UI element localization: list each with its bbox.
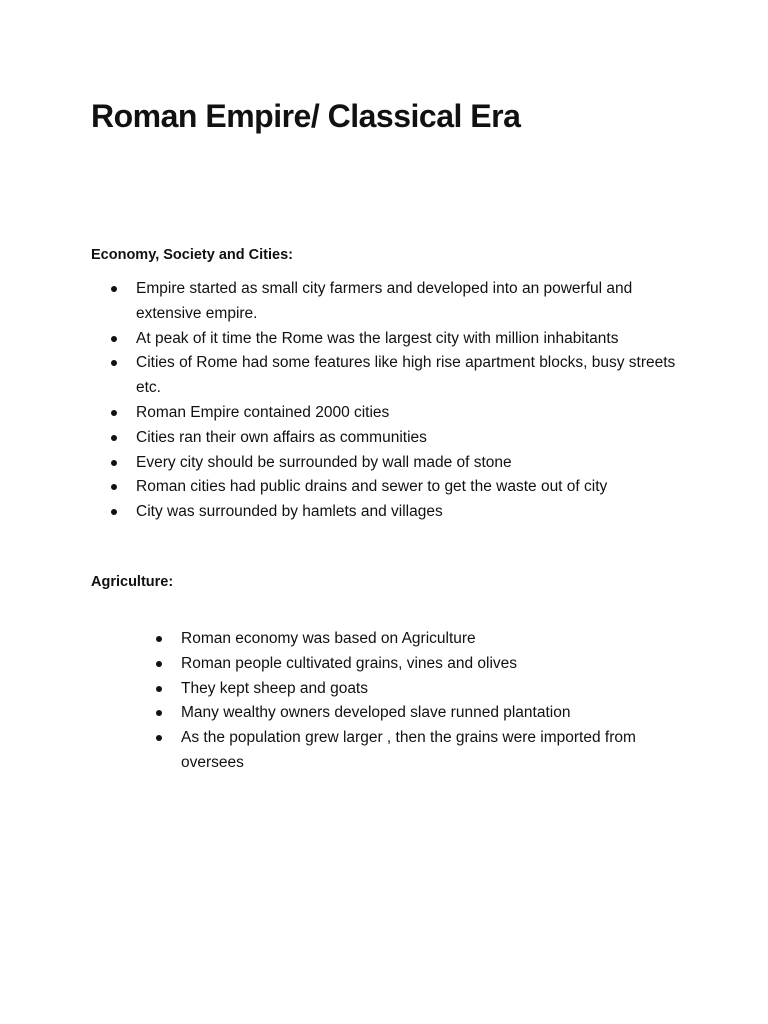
list-item xyxy=(110,475,690,500)
section-heading-economy: Economy, Society and Cities: xyxy=(91,247,293,263)
bullet-list-agriculture xyxy=(155,627,690,776)
list-item xyxy=(155,652,690,677)
list-item xyxy=(110,277,690,327)
list-item xyxy=(110,401,690,426)
list-item-text: Cities ran their own affairs as communities xyxy=(136,428,427,446)
bullet-icon xyxy=(156,735,162,741)
list-item-text: City was surrounded by hamlets and villages xyxy=(136,503,443,521)
bullet-icon xyxy=(156,636,162,642)
list-item-text: Roman economy was based on Agriculture xyxy=(181,630,476,647)
list-item xyxy=(110,451,690,476)
bullet-icon xyxy=(111,360,117,366)
list-item-text: Roman Empire contained 2000 cities xyxy=(136,403,390,421)
bullet-icon xyxy=(156,710,162,716)
list-item-text: Empire started as small city farmers and developed into an powerful and extensive empire. xyxy=(136,280,633,322)
list-item xyxy=(110,327,690,352)
list-item-text: As the population grew larger , then the grains were imported from oversees xyxy=(181,729,636,771)
bullet-icon xyxy=(111,410,117,416)
list-item-text: At peak of it time the Rome was the largest city with million inhabitants xyxy=(136,329,619,347)
section-heading-agriculture: Agriculture: xyxy=(91,574,174,590)
list-item-text: Every city should be surrounded by wall made of stone xyxy=(136,453,512,471)
list-item-text: Cities of Rome had some features like high rise apartment blocks, busy streets etc. xyxy=(136,354,676,397)
bullet-icon xyxy=(111,435,117,441)
bullet-icon xyxy=(111,509,117,515)
bullet-icon xyxy=(156,686,162,692)
list-item-text: They kept sheep and goats xyxy=(181,679,368,697)
list-item xyxy=(155,726,690,776)
list-item xyxy=(110,426,690,451)
list-item-text: Roman cities had public drains and sewer to get the waste out of city xyxy=(136,478,608,496)
bullet-icon xyxy=(111,286,117,292)
list-item xyxy=(155,677,690,702)
bullet-icon xyxy=(111,484,117,490)
list-item xyxy=(155,701,690,726)
list-item xyxy=(155,627,690,652)
bullet-icon xyxy=(111,460,117,466)
bullet-list-economy xyxy=(110,277,690,525)
list-item-text: Many wealthy owners developed slave runned plantation xyxy=(181,704,571,722)
bullet-icon xyxy=(156,661,162,667)
page-title: Roman Empire/ Classical Era xyxy=(91,98,521,134)
list-item xyxy=(110,351,690,401)
bullet-icon xyxy=(111,336,117,342)
list-item xyxy=(110,500,690,525)
list-item-text: Roman people cultivated grains, vines and olives xyxy=(181,654,518,672)
